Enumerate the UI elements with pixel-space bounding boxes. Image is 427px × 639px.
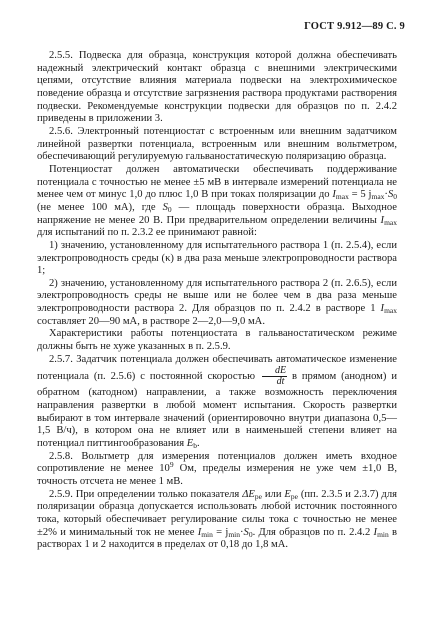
document-body [37,50,397,552]
paragraph-2-5-6: 2.5.6. Электронный потенциостат с встроенным или внешним задатчиком линейной развертки потенциала, встроенным или внешним вольтметром, обеспечивающий регулируемую гальваностатическую поляризацию образца. [37,125,397,163]
paragraph-2-5-7: 2.5.7. Задатчик потенциала должен обеспечивать автоматическое изменение потенциала (п. 2.5.6) с постоянной скоростью $\frac{dE}{dt}$ в прямом (анодном) и обратном (катодном) направлении, а также возможность переключения направления развертки в любой момент испытания. Скорость развертки выбирают в том интервале значений (ориентировочно внутри диапазона 0,5—1,5 В/ч), в котором она не влияет или в наименьшей степени влияет на потенциал питтингообразования $E_b$. [37,353,397,451]
paragraph-2-5-8: 2.5.8. Вольтметр для измерения потенциалов должен иметь входное сопротивление не менее $10^9$ Ом, пределы измерения не уже чем ±1,0 В, точность отсчета не менее 1 мВ. [37,450,398,487]
page-header: ГОСТ 9.912—89 С. 9 [304,21,405,32]
paragraph-characteristics: Характеристики работы потенциостата в гальваностатическом режиме должны быть не хуже указанных в п. 2.5.9. [37,328,397,353]
paragraph-2-5-5: 2.5.5. Подвеска для образца, конструкция которой должна обеспечивать надежный электрический контакт образца с внешними электрическими цепями, отсутствие влияния материала подвески на электрохимическое поведение образца и отсутствие загрязнения раствора продуктами растворения подвески. Рекомендуемые конструкции подвески для образцов по п. 2.4.2 приведены в приложении 3. [37,50,397,125]
list-item-2: 2) значению, установленному для испытательного раствора 2 (п. 2.6.5), если электропроводность среды не выше или не более чем в два раза меньше электропроводности раствора 2. Для образцов по п. 2.4.2 в растворе 1 $I_{max}$ составляет 20—90 мА, в растворе 2—2,0—9,0 мА. [37,277,397,327]
paragraph-2-5-9: 2.5.9. При определении только показателя $\Delta E_{pe}$ или $E_{pe}$ (пп. 2.3.5 и 2.3.7) для поляризации образца допускается использовать любой источник постоянного тока, который обеспечивает регулирование силы тока с точностью не менее ±2% и минимальный ток не менее $I_{min} = j_{min}\cdot S_0$. Для образцов по п. 2.4.2 $I_{min}$ в растворах 1 и 2 находится в пределах от 0,18 до 1,8 мА. [37,488,397,551]
paragraph-potentiostat: Потенциостат должен автоматически обеспечивать поддерживание потенциала с точностью не менее ±5 мВ в интервале измерений потенциала не менее чем от минус 1,0 до плюс 1,0 В при токах поляризации до $I_{max} = 5$ $j_{max}\cdot S_0$ (не менее 100 мА), где $S_0$ — площадь поверхности образца. Выходное напряжение не менее 20 В. При предварительном определении величины $I_{max}$ для испытаний по п. 2.3.2 ее принимают равной: [37,163,397,239]
list-item-1: 1) значению, установленному для испытательного раствора 1 (п. 2.5.4), если электропроводность среды (κ) в два раза меньше электропроводности раствора 1; [37,239,397,277]
derivative-fraction: $\frac{dE}{dt}$ [262,366,287,387]
